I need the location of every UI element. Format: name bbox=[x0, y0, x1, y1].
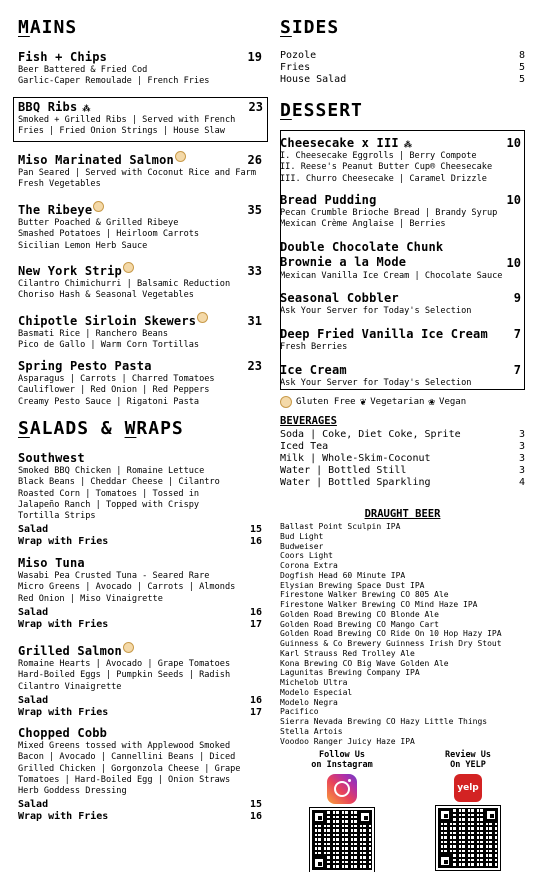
beverage-item: Milk | Whole-Skim-Coconut 3 bbox=[280, 453, 525, 464]
menu-item-ny-strip bbox=[18, 262, 262, 302]
item-name: Seasonal Cobbler bbox=[280, 291, 399, 305]
item-desc: Mixed Greens tossed with Applewood Smoked Bacon | Avocado | Cannellini Beans | Diced Grilled Chicken | Gorgonzola Cheese | Grape Tomatoes | Hard-Boiled Egg | Onion Straws Herb Goddess Dressing bbox=[18, 741, 241, 797]
beer-item: Golden Road Brewing CO Ride On 10 Hop Hazy IPA bbox=[280, 629, 502, 639]
item-desc: Cilantro Chimichurri | Balsamic Reduction Choriso Hash & Seasonal Vegetables bbox=[18, 279, 231, 301]
item-name: New York Strip bbox=[18, 264, 122, 278]
beer-item: Karl Strauss Red Trolley Ale bbox=[280, 648, 415, 658]
menu-item-miso-salmon bbox=[18, 151, 262, 191]
item-price: 10 bbox=[506, 193, 521, 207]
mains-heading: MAINS bbox=[18, 17, 78, 38]
vegan-icon: ❀ bbox=[428, 395, 436, 408]
item-price: 10 bbox=[506, 136, 521, 150]
item-name: Spring Pesto Pasta bbox=[18, 359, 152, 373]
beer-item: Dogfish Head 60 Minute IPA bbox=[280, 570, 406, 580]
beer-item: Ballast Point Sculpin IPA bbox=[280, 522, 401, 531]
item-desc: Pecan Crumble Brioche Bread | Brandy Syrup Mexican Crème Anglaise | Berries bbox=[280, 208, 498, 230]
vegetarian-icon: ❦ bbox=[359, 395, 367, 408]
dessert-fried-ice-cream bbox=[280, 327, 521, 353]
beer-item: Modelo Negra bbox=[280, 697, 338, 707]
yelp-block: Review Us On YELP yelp bbox=[428, 750, 508, 870]
salads-wraps-heading: SALADS & WRAPS bbox=[18, 418, 184, 439]
salad-option: Salad 16 bbox=[18, 694, 262, 706]
side-item: Pozole 8 bbox=[280, 50, 525, 61]
beverage-item: Iced Tea 3 bbox=[280, 441, 525, 452]
item-name: Grilled Salmon bbox=[18, 644, 122, 658]
beer-item: Golden Road Brewing CO Blonde Ale bbox=[280, 609, 439, 619]
beer-item: Corona Extra bbox=[280, 561, 338, 570]
spicy-icon: ⁂ bbox=[77, 104, 91, 113]
sides-heading: SIDES bbox=[280, 17, 340, 38]
dessert-bread-pudding bbox=[280, 193, 521, 231]
item-price: 7 bbox=[513, 327, 521, 341]
menu-item-bbq-ribs bbox=[13, 97, 268, 142]
item-name: Chipotle Sirloin Skewers bbox=[18, 314, 197, 328]
side-item: Fries 5 bbox=[280, 62, 525, 73]
item-desc: Ask Your Server for Today's Selection bbox=[280, 306, 472, 316]
beer-item: Golden Road Brewing CO Mango Cart bbox=[280, 619, 439, 629]
gluten-free-icon bbox=[197, 312, 208, 323]
item-price: 19 bbox=[247, 50, 262, 64]
instagram-qr-code[interactable] bbox=[310, 808, 374, 872]
item-desc: Butter Poached & Grilled Ribeye Smashed Potatoes | Heirloom Carrots Sicilian Lemon Herb Sauce bbox=[18, 218, 200, 251]
beer-item: Bud Light bbox=[280, 531, 324, 541]
item-name: Southwest bbox=[18, 451, 85, 465]
dessert-cheesecake bbox=[280, 136, 521, 185]
item-price: 9 bbox=[513, 291, 521, 305]
item-desc: Beer Battered & Fried Cod Garlic-Caper Remoulade | French Fries bbox=[18, 65, 210, 87]
wrap-option: Wrap with Fries 16 bbox=[18, 536, 262, 548]
salad-option: Salad 15 bbox=[18, 799, 262, 811]
draught-beer-list bbox=[280, 522, 502, 746]
gluten-free-icon bbox=[123, 642, 134, 653]
item-desc: Pan Seared | Served with Coconut Rice and Farm Fresh Vegetables bbox=[18, 168, 256, 190]
menu-item-sirloin-skewers bbox=[18, 312, 262, 352]
item-name: Ice Cream bbox=[280, 363, 347, 377]
sides-list bbox=[280, 50, 525, 86]
item-price: 31 bbox=[247, 314, 262, 328]
menu-item-pesto-pasta bbox=[18, 359, 262, 408]
item-name: Miso Marinated Salmon bbox=[18, 153, 174, 167]
instagram-icon[interactable] bbox=[327, 774, 357, 804]
beer-item: Voodoo Ranger Juicy Haze IPA bbox=[280, 736, 415, 746]
beer-item: Coors Light bbox=[280, 551, 333, 561]
item-name: Miso Tuna bbox=[18, 556, 85, 570]
item-desc: I. Cheesecake Eggrolls | Berry Compote II. Reese's Peanut Butter Cup® Cheesecake III. Churro Cheesecake | Caramel Drizzle bbox=[280, 151, 493, 184]
gluten-free-icon bbox=[123, 262, 134, 273]
dessert-ice-cream bbox=[280, 363, 521, 389]
beer-item: Modelo Especial bbox=[280, 687, 353, 697]
menu-item-southwest bbox=[18, 451, 262, 548]
item-name: Cheesecake x III bbox=[280, 136, 399, 150]
draught-beer-heading: DRAUGHT BEER bbox=[364, 508, 441, 520]
item-name: Bread Pudding bbox=[280, 193, 377, 207]
menu-item-chopped-cobb bbox=[18, 726, 262, 823]
menu-item-fish-chips bbox=[18, 50, 262, 88]
beer-item: Michelob Ultra bbox=[280, 678, 348, 687]
item-name: Deep Fried Vanilla Ice Cream bbox=[280, 327, 488, 341]
menu-item-grilled-salmon bbox=[18, 642, 262, 719]
item-price: 35 bbox=[247, 203, 262, 217]
yelp-icon[interactable]: yelp bbox=[454, 774, 482, 802]
beverage-item: Water | Bottled Sparkling 4 bbox=[280, 477, 525, 488]
dessert-heading: DESSERT bbox=[280, 100, 363, 121]
gluten-free-icon bbox=[175, 151, 186, 162]
beer-item: Guinness & Co Brewery Guinness Irish Dry Stout bbox=[280, 639, 502, 648]
menu-item-ribeye bbox=[18, 201, 262, 252]
item-price: 33 bbox=[247, 264, 262, 278]
item-name: Fish + Chips bbox=[18, 50, 108, 64]
item-name: The Ribeye bbox=[18, 203, 93, 217]
item-price: 10 bbox=[506, 256, 521, 270]
item-desc: Romaine Hearts | Avocado | Grape Tomatoes Hard-Boiled Eggs | Pumpkin Seeds | Radish Cilantro Vinaigrette bbox=[18, 659, 231, 692]
item-desc: Smoked + Grilled Ribs | Served with French Fries | Fried Onion Strings | House Slaw bbox=[18, 115, 236, 137]
item-name: BBQ Ribs bbox=[18, 100, 78, 114]
beverages-heading: BEVERAGES bbox=[280, 415, 337, 427]
dessert-cobbler bbox=[280, 291, 521, 317]
beverage-item: Water | Bottled Still 3 bbox=[280, 465, 525, 476]
beer-item: Budweiser bbox=[280, 541, 324, 551]
beverage-item: Soda | Coke, Diet Coke, Sprite 3 bbox=[280, 429, 525, 440]
salad-option: Salad 15 bbox=[18, 524, 262, 536]
item-desc: Mexican Vanilla Ice Cream | Chocolate Sauce bbox=[280, 271, 503, 281]
item-price: 23 bbox=[247, 359, 262, 373]
side-item: House Salad 5 bbox=[280, 74, 525, 85]
dietary-legend: Gluten Free ❦ Vegetarian ❀ Vegan bbox=[280, 395, 466, 408]
beer-item: Pacifico bbox=[280, 707, 319, 717]
menu-item-miso-tuna bbox=[18, 556, 262, 631]
beer-item: Lagunitas Brewing Company IPA bbox=[280, 668, 420, 678]
wrap-option: Wrap with Fries 16 bbox=[18, 811, 262, 823]
dessert-brownie bbox=[280, 240, 521, 282]
item-name: Double Chocolate Chunk Brownie a la Mode bbox=[280, 240, 444, 269]
beer-item: Firestone Walker Brewing CO 805 Ale bbox=[280, 590, 449, 600]
item-name: Chopped Cobb bbox=[18, 726, 108, 740]
item-desc: Wasabi Pea Crusted Tuna - Seared Rare Micro Greens | Avocado | Carrots | Almonds Red Onion | Miso Vinaigrette bbox=[18, 571, 236, 604]
yelp-qr-code[interactable] bbox=[436, 806, 500, 870]
spicy-icon: ⁂ bbox=[398, 140, 413, 149]
beer-item: Sierra Nevada Brewing CO Hazy Little Things bbox=[280, 717, 488, 726]
gluten-free-icon bbox=[93, 201, 104, 212]
wrap-option: Wrap with Fries 17 bbox=[18, 618, 262, 630]
wrap-option: Wrap with Fries 17 bbox=[18, 706, 262, 718]
item-desc: Basmati Rice | Ranchero Beans Pico de Gallo | Warm Corn Tortillas bbox=[18, 329, 200, 351]
gluten-free-icon bbox=[280, 396, 292, 408]
item-price: 7 bbox=[513, 363, 521, 377]
beer-item: Kona Brewing CO Big Wave Golden Ale bbox=[280, 658, 449, 668]
item-price: 26 bbox=[247, 153, 262, 167]
item-desc: Fresh Berries bbox=[280, 342, 348, 352]
item-desc: Asparagus | Carrots | Charred Tomatoes Cauliflower | Red Onion | Red Peppers Creamy Pesto Sauce | Rigatoni Pasta bbox=[18, 374, 215, 407]
beer-item: Stella Artois bbox=[280, 726, 343, 736]
beverages-section bbox=[280, 415, 525, 489]
item-price: 23 bbox=[248, 100, 263, 114]
item-desc: Ask Your Server for Today's Selection bbox=[280, 378, 472, 388]
salad-option: Salad 16 bbox=[18, 606, 262, 618]
item-desc: Smoked BBQ Chicken | Romaine Lettuce Black Beans | Cheddar Cheese | Cilantro Roasted Corn | Tomatoes | Tossed in Jalapeño Ranch | Topped with Crispy Tortilla Strips bbox=[18, 466, 220, 522]
beer-item: Firestone Walker Brewing CO Mind Haze IPA bbox=[280, 600, 478, 609]
beer-item: Elysian Brewing Space Dust IPA bbox=[280, 580, 425, 590]
instagram-block: Follow Us on Instagram bbox=[302, 750, 382, 872]
